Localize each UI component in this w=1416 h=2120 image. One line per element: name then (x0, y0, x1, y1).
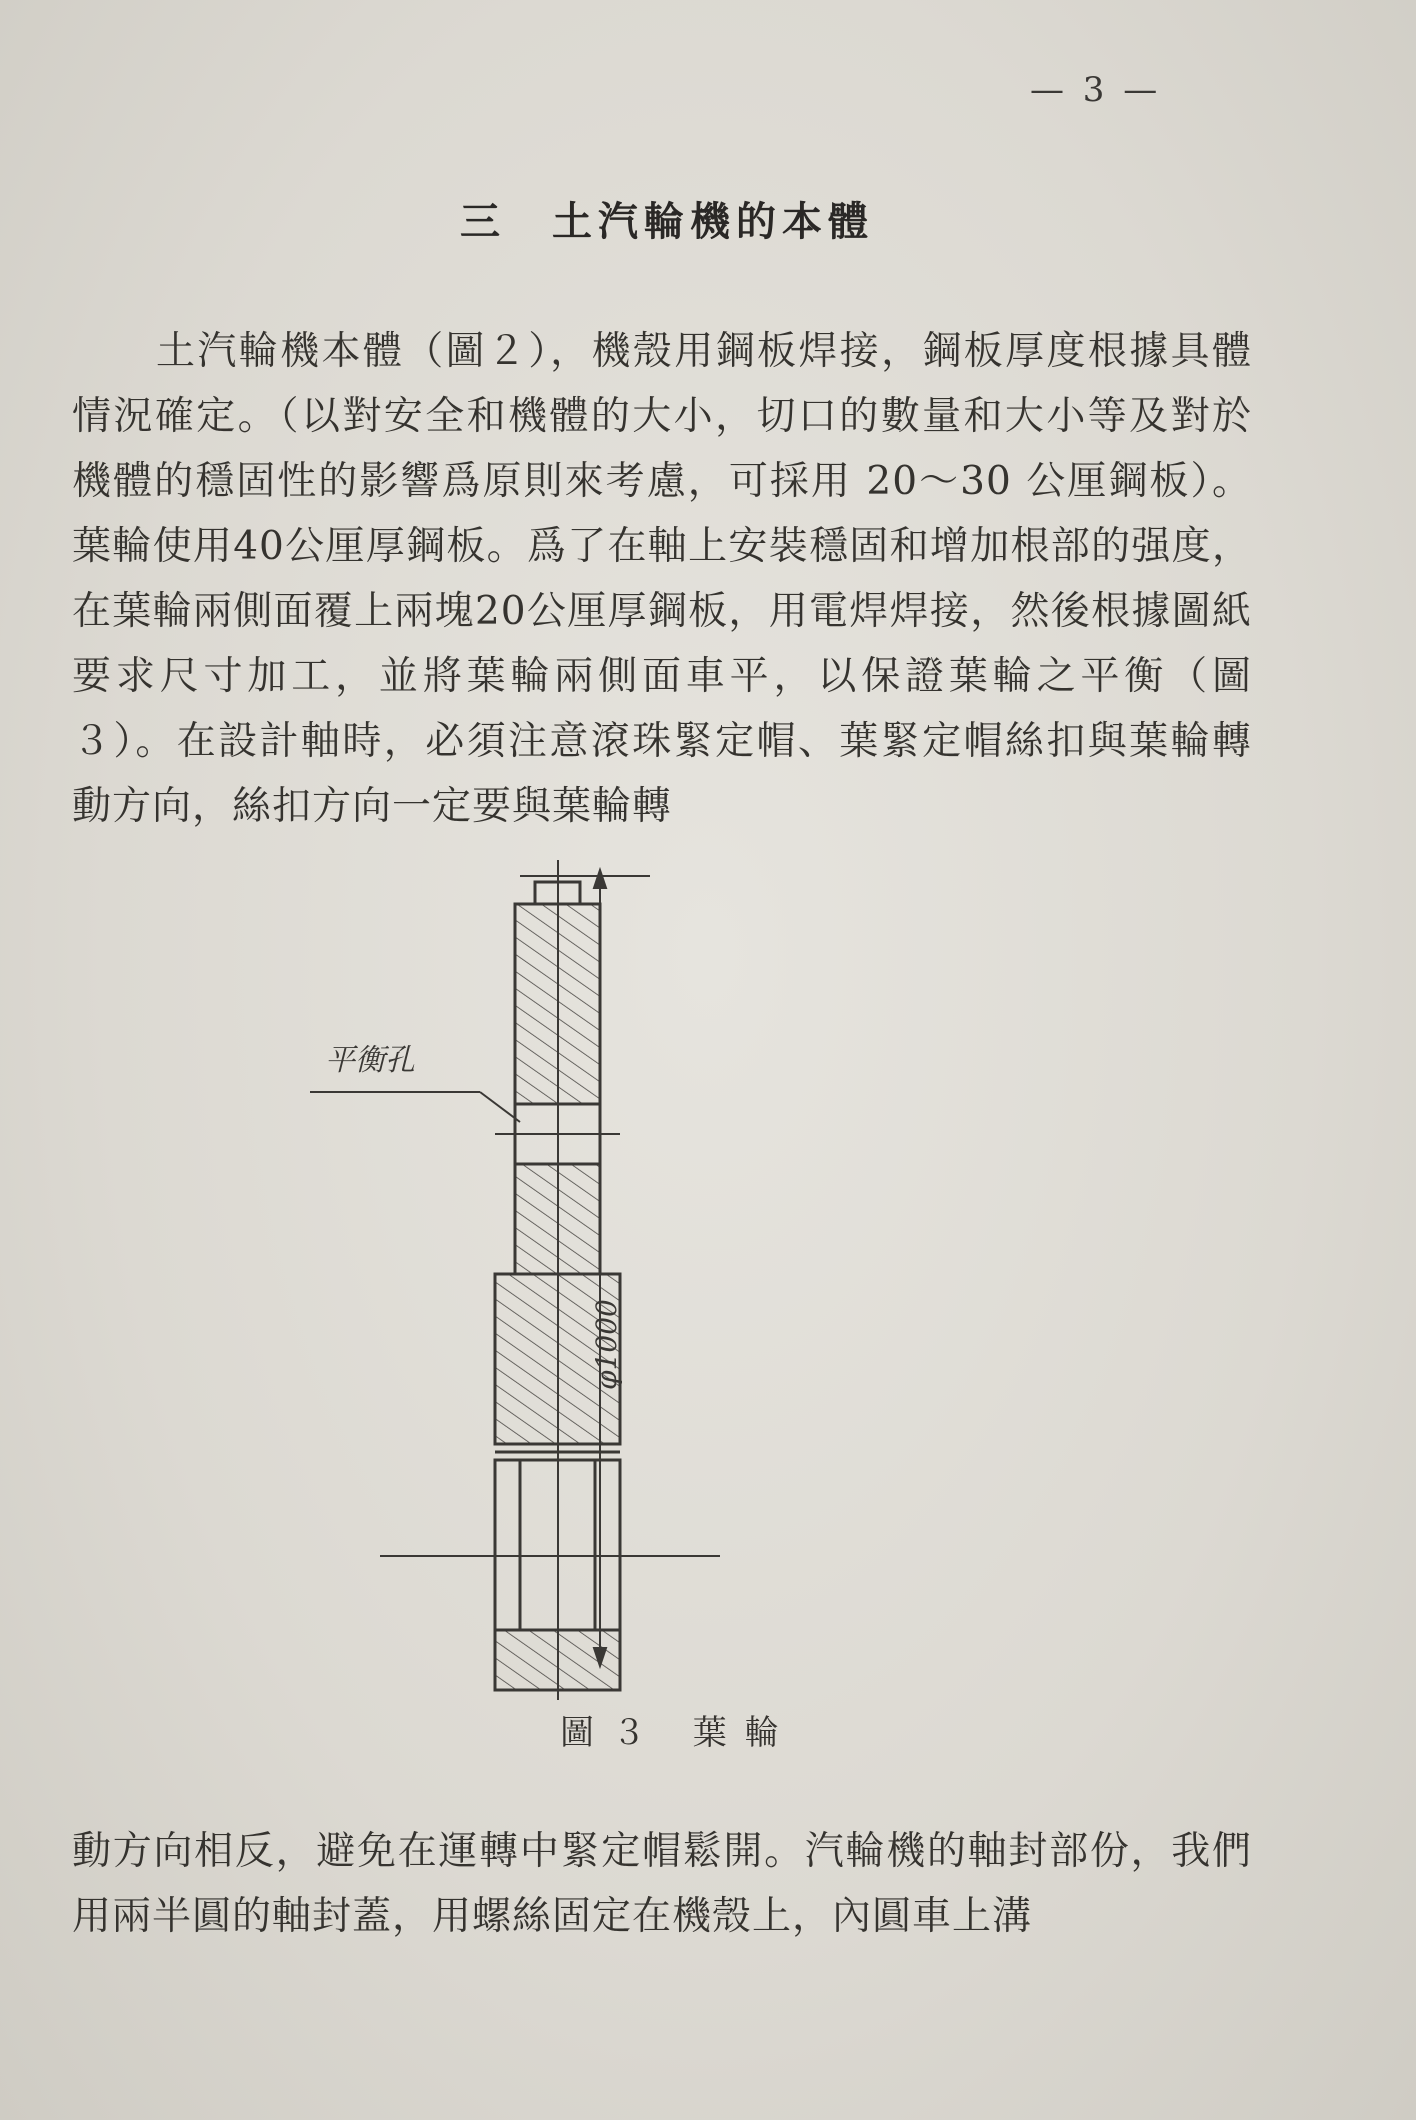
section-heading: 三 土汽輪機的本體 (460, 198, 874, 245)
impeller-drawing (325, 860, 900, 1700)
body-paragraph-1: 土汽輪機本體（圖２），機殼用鋼板焊接，鋼板厚度根據具體情況確定。（以對安全和機體的大小，切口的數量和大小等及對於機體的穩固性的影響爲原則來考慮，可採用 20～30 公厘鋼板）。葉輪使用40公厘厚鋼板。爲了在軸上安裝穩固和增加根部的强度，在葉輪兩側面覆上兩塊20公厘厚鋼板，用電焊焊接，然後根據圖紙要求尺寸加工，並將葉輪兩側面車平，以保證葉輪之平衡（圖３）。在設計軸時，必須注意滾珠緊定帽、葉緊定帽絲扣與葉輪轉動方向，絲扣方向一定要與葉輪轉 (72, 329, 1252, 829)
balance-hole-label: 平衡孔 (325, 1043, 415, 1078)
diameter-label: φ1000 (590, 1299, 623, 1390)
page-number: — 3 — (1030, 70, 1162, 110)
body-paragraph-2: 動方向相反，避免在運轉中緊定帽鬆開。汽輪機的軸封部份，我們用兩半圓的軸封蓋，用螺絲固定在機殼上，內圓車上溝 (72, 1829, 1252, 1939)
figure-caption: 圖３ 葉輪 (560, 1713, 797, 1753)
